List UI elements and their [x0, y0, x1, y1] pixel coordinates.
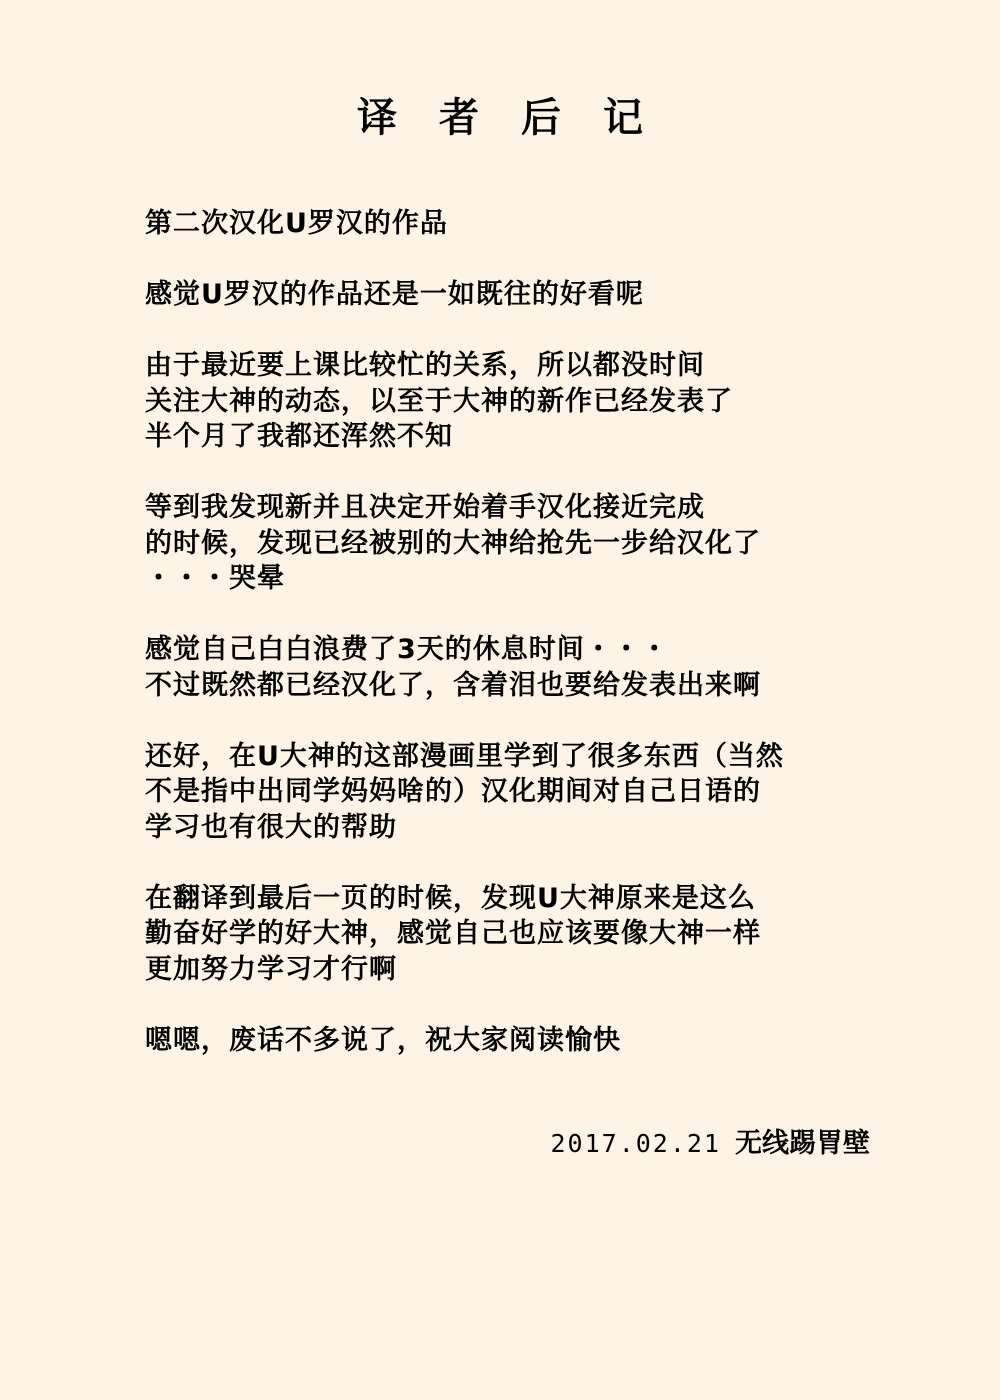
paragraph-line: ・・・哭晕 [145, 563, 285, 594]
signature-date: 2017.02.21 [550, 1129, 721, 1158]
signature-author: 无线踢胃壁 [735, 1128, 870, 1159]
paragraph-line: 勤奋好学的好大神，感觉自己也应该要像大神一样 [145, 918, 761, 949]
paragraph-line: 更加努力学习才行啊 [145, 953, 397, 985]
paragraph [145, 348, 905, 455]
paragraph-line: 在翻译到最后一页的时候，发现U大神原来是这么 [145, 882, 756, 914]
paragraph-line: 半个月了我都还浑然不知 [145, 421, 453, 452]
paragraph-line: 第二次汉化U罗汉的作品 [145, 208, 448, 239]
paragraph [145, 206, 905, 242]
paragraph-line: 的时候，发现已经被别的大神给抢先一步给汉化了 [145, 527, 761, 559]
paragraph-line: 感觉U罗汉的作品还是一如既往的好看呢 [145, 279, 644, 310]
signature [550, 1126, 870, 1162]
afterword-body [145, 206, 905, 1094]
paragraph-line: 等到我发现新并且决定开始着手汉化接近完成 [145, 492, 705, 523]
page-title: 译者后记 [357, 95, 685, 141]
paragraph-line: 关注大神的动态，以至于大神的新作已经发表了 [145, 385, 733, 417]
paragraph-line: 不过既然都已经汉化了，含着泪也要给发表出来啊 [145, 669, 761, 701]
paragraph [145, 632, 905, 703]
paragraph-line: 学习也有很大的帮助 [145, 811, 397, 843]
paragraph-line: 感觉自己白白浪费了3天的休息时间・・・ [145, 634, 669, 665]
paragraph [145, 490, 905, 597]
paragraph-line: 由于最近要上课比较忙的关系，所以都没时间 [145, 350, 705, 381]
paragraph-line: 还好，在U大神的这部漫画里学到了很多东西（当然 [145, 740, 784, 772]
paragraph [145, 1023, 905, 1059]
paragraph [145, 277, 905, 313]
paragraph [145, 739, 905, 846]
paragraph [145, 881, 905, 988]
paragraph-line: 嗯嗯，废话不多说了，祝大家阅读愉快 [145, 1024, 621, 1056]
paragraph-line: 不是指中出同学妈妈啥的）汉化期间对自己日语的 [145, 776, 761, 807]
